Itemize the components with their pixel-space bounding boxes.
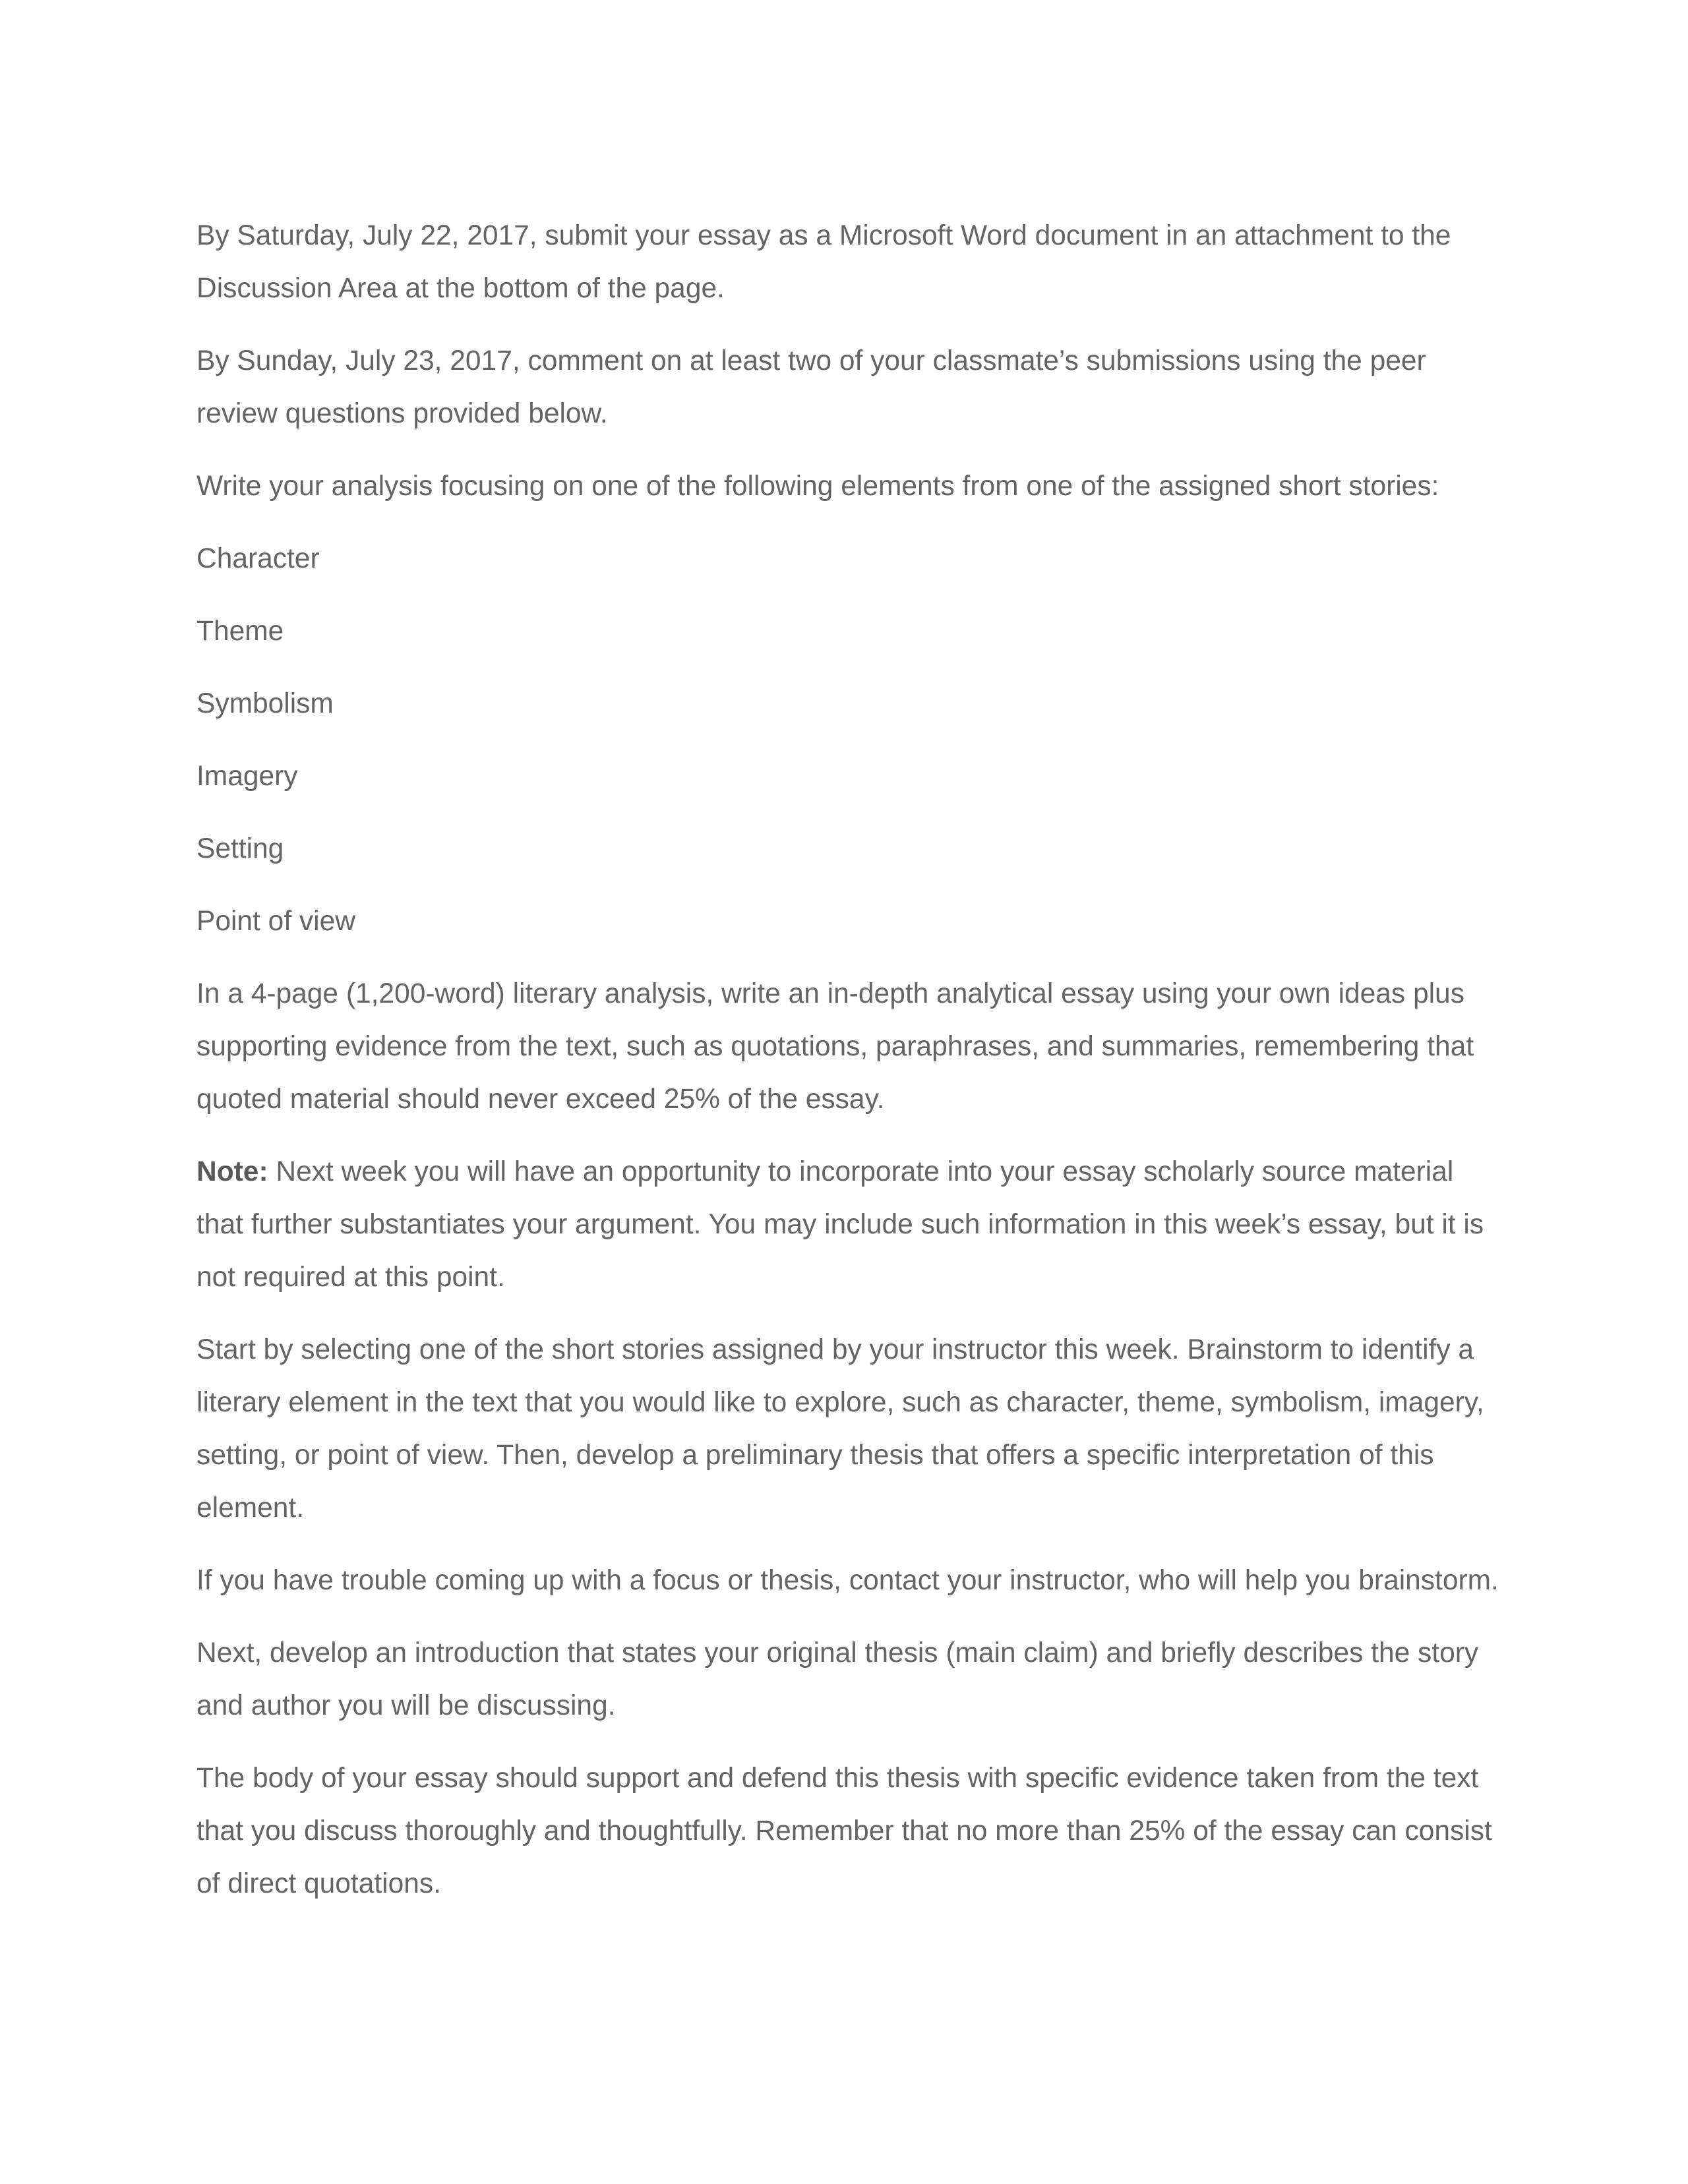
list-item-symbolism: Symbolism	[196, 688, 334, 719]
trouble-paragraph: If you have trouble coming up with a focus or thesis, contact your instructor, who will help you brainstorm.	[196, 1565, 1499, 1596]
list-item-setting: Setting	[196, 833, 284, 864]
note-paragraph	[196, 1146, 1502, 1304]
note-text: Next week you will have an opportunity to incorporate into your essay scholarly source material that further substantiates your argument. You may include such information in this week’s essay, but it is not required at this point.	[196, 1156, 1484, 1293]
analysis-paragraph: In a 4-page (1,200-word) literary analysis, write an in-depth analytical essay using your own ideas plus supporting evidence from the text, such as quotations, paraphrases, and summaries, remembering that quoted material should never exceed 25% of the essay.	[196, 978, 1474, 1115]
deadline-essay-paragraph: By Saturday, July 22, 2017, submit your essay as a Microsoft Word document in an attachment to the Discussion Area at the bottom of the page.	[196, 220, 1451, 304]
list-item-theme: Theme	[196, 616, 284, 647]
list-item-point-of-view: Point of view	[196, 906, 355, 937]
start-paragraph: Start by selecting one of the short stories assigned by your instructor this week. Brainstorm to identify a literary element in the text that you would like to explore, such as character, theme, symbolism, imagery, setting, or point of view. Then, develop a preliminary thesis that offers a specific interpretation of this element.	[196, 1334, 1484, 1523]
introduction-paragraph: Next, develop an introduction that states your original thesis (main claim) and briefly describes the story and author you will be discussing.	[196, 1638, 1479, 1721]
note-label: Note:	[196, 1156, 268, 1187]
document-body	[196, 210, 1502, 1930]
instructions-paragraph: Write your analysis focusing on one of the following elements from one of the assigned short stories:	[196, 471, 1439, 502]
deadline-comment-paragraph: By Sunday, July 23, 2017, comment on at least two of your classmate’s submissions using the peer review questions provided below.	[196, 345, 1426, 429]
list-item-character: Character	[196, 543, 320, 574]
list-item-imagery: Imagery	[196, 761, 298, 792]
body-paragraph: The body of your essay should support and defend this thesis with specific evidence taken from the text that you discuss thoroughly and thoughtfully. Remember that no more than 25% of the essay can consist of direct quotations.	[196, 1763, 1492, 1899]
